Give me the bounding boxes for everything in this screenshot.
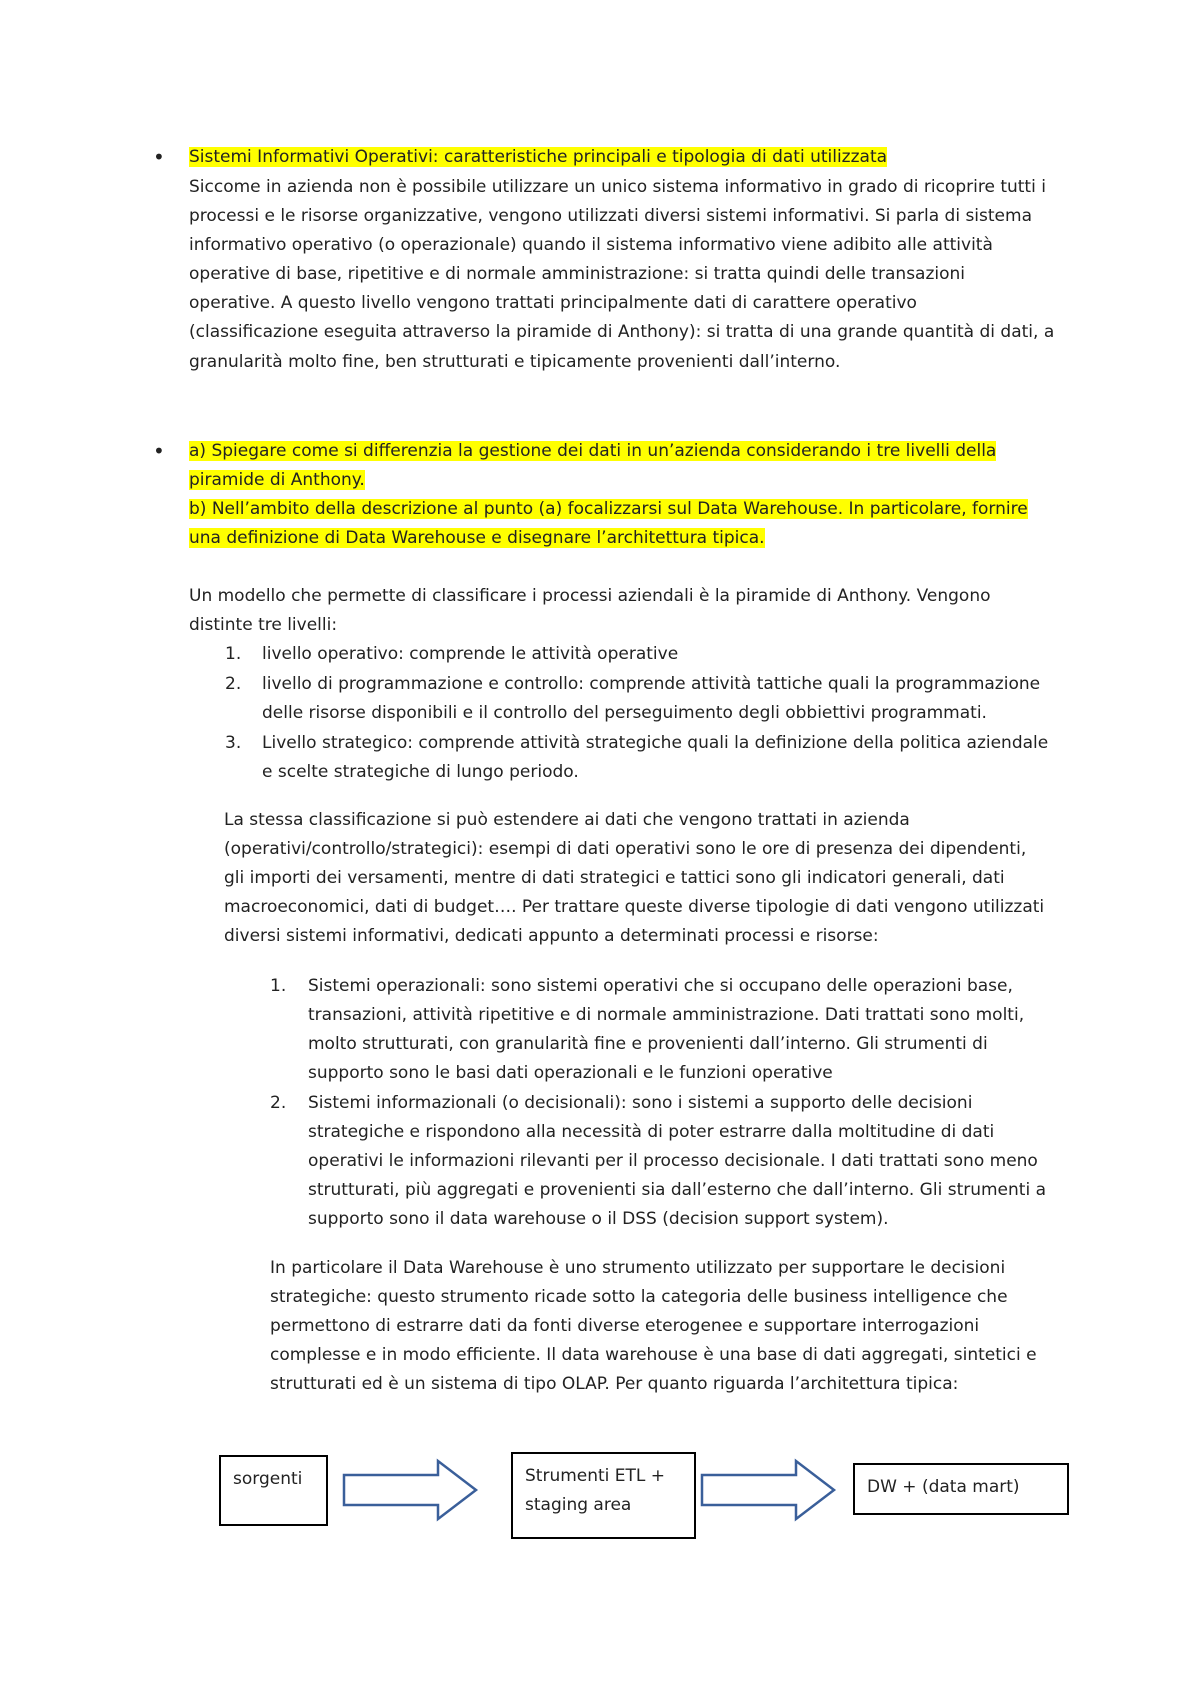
system-line: transazioni, attività ripetitive e di normale amministrazione. Dati trattati sono molti, bbox=[308, 1005, 1025, 1025]
sources-box bbox=[219, 1455, 328, 1526]
system-line: operativi le informazioni rilevanti per il processo decisionale. I dati trattati sono meno bbox=[308, 1151, 1038, 1171]
classification-line: diversi sistemi informativi, dedicati appunto a determinati processi e risorse: bbox=[224, 926, 879, 946]
level-line: Livello strategico: comprende attività strategiche quali la definizione della politica aziendale bbox=[262, 733, 1049, 753]
arrow-right-icon bbox=[700, 1459, 836, 1521]
classification-line: macroeconomici, dati di budget…. Per trattare queste diverse tipologie di dati vengono utilizzati bbox=[224, 897, 1045, 917]
question-line: piramide di Anthony. bbox=[189, 470, 365, 490]
classification-line: gli importi dei versamenti, mentre di dati strategici e tattici sono gli indicatori generali, dati bbox=[224, 868, 1005, 888]
level-line: livello operativo: comprende le attività operative bbox=[262, 644, 679, 664]
dw-line: strutturati ed è un sistema di tipo OLAP. Per quanto riguarda l’architettura tipica: bbox=[270, 1374, 959, 1394]
dw-line: In particolare il Data Warehouse è uno strumento utilizzato per supportare le decisioni bbox=[270, 1258, 1006, 1278]
system-number: 1. bbox=[270, 976, 287, 996]
etl-box bbox=[511, 1452, 696, 1539]
dw-line: complesse e in modo efficiente. Il data warehouse è una base di dati aggregati, sintetici e bbox=[270, 1345, 1037, 1365]
system-line: strutturati, più aggregati e provenienti sia dall’esterno che dall’interno. Gli strumenti a bbox=[308, 1180, 1046, 1200]
section1-line: granularità molto fine, ben strutturati e tipicamente provenienti dall’interno. bbox=[189, 352, 841, 372]
section1-line: Siccome in azienda non è possibile utilizzare un unico sistema informativo in grado di ricoprire tutti i bbox=[189, 177, 1046, 197]
level-number: 2. bbox=[225, 674, 242, 694]
dw-line: permettono di estrarre dati da fonti diverse eterogenee e supportare interrogazioni bbox=[270, 1316, 980, 1336]
classification-line: La stessa classificazione si può estendere ai dati che vengono trattati in azienda bbox=[224, 810, 910, 830]
intro-line: Un modello che permette di classificare i processi aziendali è la piramide di Anthony. Vengono bbox=[189, 586, 991, 606]
level-number: 3. bbox=[225, 733, 242, 753]
system-line: supporto sono le basi dati operazionali e le funzioni operative bbox=[308, 1063, 833, 1083]
bullet-1: • bbox=[153, 145, 165, 169]
question-line: una definizione di Data Warehouse e disegnare l’architettura tipica. bbox=[189, 528, 765, 548]
arrow-right-icon bbox=[342, 1459, 478, 1521]
intro-line: distinte tre livelli: bbox=[189, 615, 338, 635]
system-line: molto strutturati, con granularità fine e provenienti dall’interno. Gli strumenti di bbox=[308, 1034, 988, 1054]
level-number: 1. bbox=[225, 644, 242, 664]
system-line: Sistemi operazionali: sono sistemi operativi che si occupano delle operazioni base, bbox=[308, 976, 1013, 996]
section1-line: informativo operativo (o operazionale) quando il sistema informativo viene adibito alle attività bbox=[189, 235, 993, 255]
classification-line: (operativi/controllo/strategici): esempi di dati operativi sono le ore di presenza dei dipendenti, bbox=[224, 839, 1027, 859]
level-line: livello di programmazione e controllo: comprende attività tattiche quali la programmazione bbox=[262, 674, 1041, 694]
system-line: strategiche e rispondono alla necessità di poter estrarre dalla moltitudine di dati bbox=[308, 1122, 995, 1142]
level-line: e scelte strategiche di lungo periodo. bbox=[262, 762, 579, 782]
system-line: Sistemi informazionali (o decisionali): sono i sistemi a supporto delle decisioni bbox=[308, 1093, 973, 1113]
system-line: supporto sono il data warehouse o il DSS (decision support system). bbox=[308, 1209, 889, 1229]
staging-label: staging area bbox=[525, 1495, 632, 1515]
dw-line: strategiche: questo strumento ricade sotto la categoria delle business intelligence che bbox=[270, 1287, 1008, 1307]
section1-line: (classificazione eseguita attraverso la piramide di Anthony): si tratta di una grande quantità di dati, a bbox=[189, 322, 1055, 342]
section1-line: processi e le risorse organizzative, vengono utilizzati diversi sistemi informativi. Si parla di sistema bbox=[189, 206, 1032, 226]
dw-box bbox=[853, 1463, 1069, 1515]
section1-line: operative. A questo livello vengono trattati principalmente dati di carattere operativo bbox=[189, 293, 917, 313]
section1-title: Sistemi Informativi Operativi: caratteristiche principali e tipologia di dati utilizzata bbox=[189, 147, 888, 167]
section1-line: operative di base, ripetitive e di normale amministrazione: si tratta quindi delle transazioni bbox=[189, 264, 966, 284]
dw-label: DW + (data mart) bbox=[867, 1477, 1020, 1497]
sources-label: sorgenti bbox=[233, 1469, 303, 1489]
level-line: delle risorse disponibili e il controllo del perseguimento degli obbiettivi programmati. bbox=[262, 703, 987, 723]
question-line: a) Spiegare come si differenzia la gestione dei dati in un’azienda considerando i tre livelli della bbox=[189, 441, 997, 461]
etl-label: Strumenti ETL + bbox=[525, 1466, 666, 1486]
bullet-2: • bbox=[153, 439, 165, 463]
question-line: b) Nell’ambito della descrizione al punto (a) focalizzarsi sul Data Warehouse. In particolare, fornire bbox=[189, 499, 1028, 519]
system-number: 2. bbox=[270, 1093, 287, 1113]
